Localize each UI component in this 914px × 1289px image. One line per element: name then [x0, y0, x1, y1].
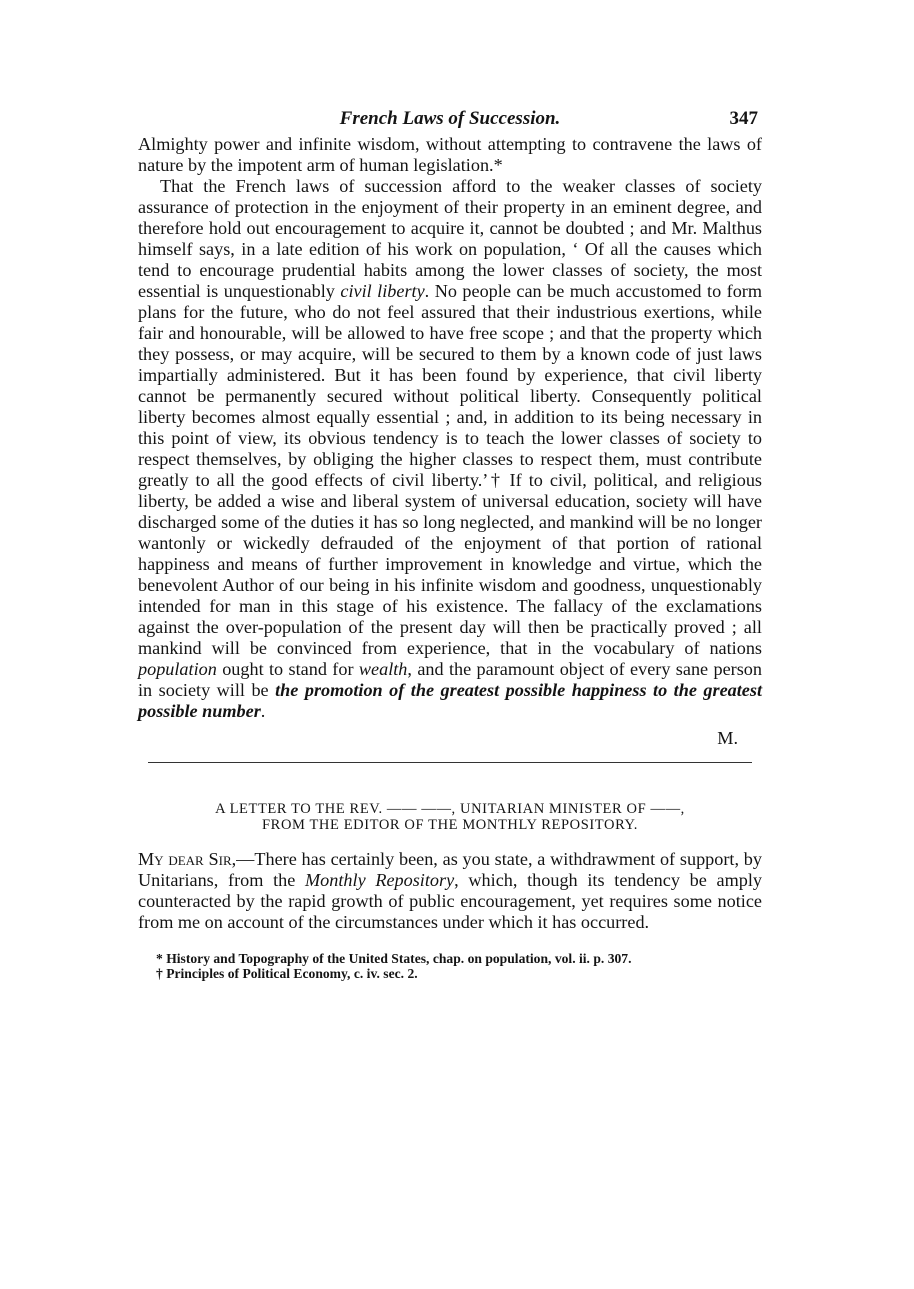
article-body [138, 134, 762, 722]
signature: M. [717, 728, 738, 748]
text-run: , and the paramount object of every sane person in society will be [138, 659, 762, 700]
text-run: . No people can be much accustomed to form plans for the future, who do not feel assured that their industrious exertions, while fair and honourable, will be allowed to have free scope ; and that the property which they possess, or may acquire, will be secured to them by a known code of just laws impartially administered. But it has been found by experience, that civil liberty cannot be permanently secured without political liberty. Consequently political liberty becomes almost equally essential ; and, in addition to its being necessary in this point of view, its obvious tendency is to teach the lower classes of society to respect themselves, by obliging the higher classes to respect them, must contribute greatly to all the good effects of civil liberty.’† If to civil, political, and religious liberty, be added a wise and liberal system of universal education, society will have discharged some of the duties it has so long neglected, and mankind will be no longer wantonly or wickedly defrauded of the enjoyment of that portion of rational happiness and means of further improvement in knowledge and virtue, which the benevolent Author of our being in his infinite wisdom and goodness, unquestionably intended for man in this stage of his existence. The fallacy of the exclamations against the over-population of the present day will then be practically proved ; all mankind will be convinced from experience, that in the vocabulary of nations [138, 281, 763, 658]
emphasis-greatest-happiness: the promotion of the greatest possible happiness to the greatest possible number [138, 680, 763, 721]
letter-heading-line-1: A LETTER TO THE REV. —— ——, UNITARIAN MINISTER OF ——, [215, 801, 685, 817]
footnote-1: * History and Topography of the United States, chap. on population, vol. ii. p. 307. [156, 951, 632, 966]
text-run: , which, though its tendency be amply counteracted by the rapid growth of public encouragement, yet requires some notice from me on account of the circumstances under which it has occurred. [138, 870, 762, 932]
text-run: . [260, 701, 266, 721]
page-number: 347 [729, 108, 758, 129]
salutation: My dear Sir, [138, 849, 237, 869]
footnotes [138, 951, 762, 981]
paragraph-succession [138, 176, 762, 722]
letter-body [138, 849, 762, 933]
emphasis-monthly-repository: Monthly Repository [305, 870, 455, 890]
text-run: That the French laws of succession afford to the weaker classes of society assurance of protection in the enjoyment of their property in an eminent degree, and therefore hold out encouragement to acquire it, cannot be doubted ; and Mr. Malthus himself says, in a late edition of his work on population, ‘ Of all the causes which tend to encourage prudential habits among the lower classes of society, the most essential is unquestionably [138, 176, 762, 301]
footnote-2: † Principles of Political Economy, c. iv. sec. 2. [156, 966, 418, 981]
section-divider [148, 762, 752, 763]
letter-heading-line-2: FROM THE EDITOR OF THE MONTHLY REPOSITORY. [262, 817, 638, 833]
emphasis-population: population [138, 659, 217, 679]
running-title: French Laws of Succession. [339, 108, 561, 129]
emphasis-wealth: wealth [358, 659, 408, 679]
letter-heading [138, 801, 762, 833]
page [138, 108, 762, 981]
emphasis-civil-liberty: civil liberty [340, 281, 425, 301]
text-run: —There has certainly been, as you state, a withdrawment of support, by Unitarians, from the [138, 849, 762, 890]
text-run: ought to stand for [216, 659, 359, 679]
running-head [138, 108, 762, 134]
paragraph-continuation: Almighty power and infinite wisdom, without attempting to contravene the laws of nature by the impotent arm of human legislation.* [138, 134, 762, 175]
